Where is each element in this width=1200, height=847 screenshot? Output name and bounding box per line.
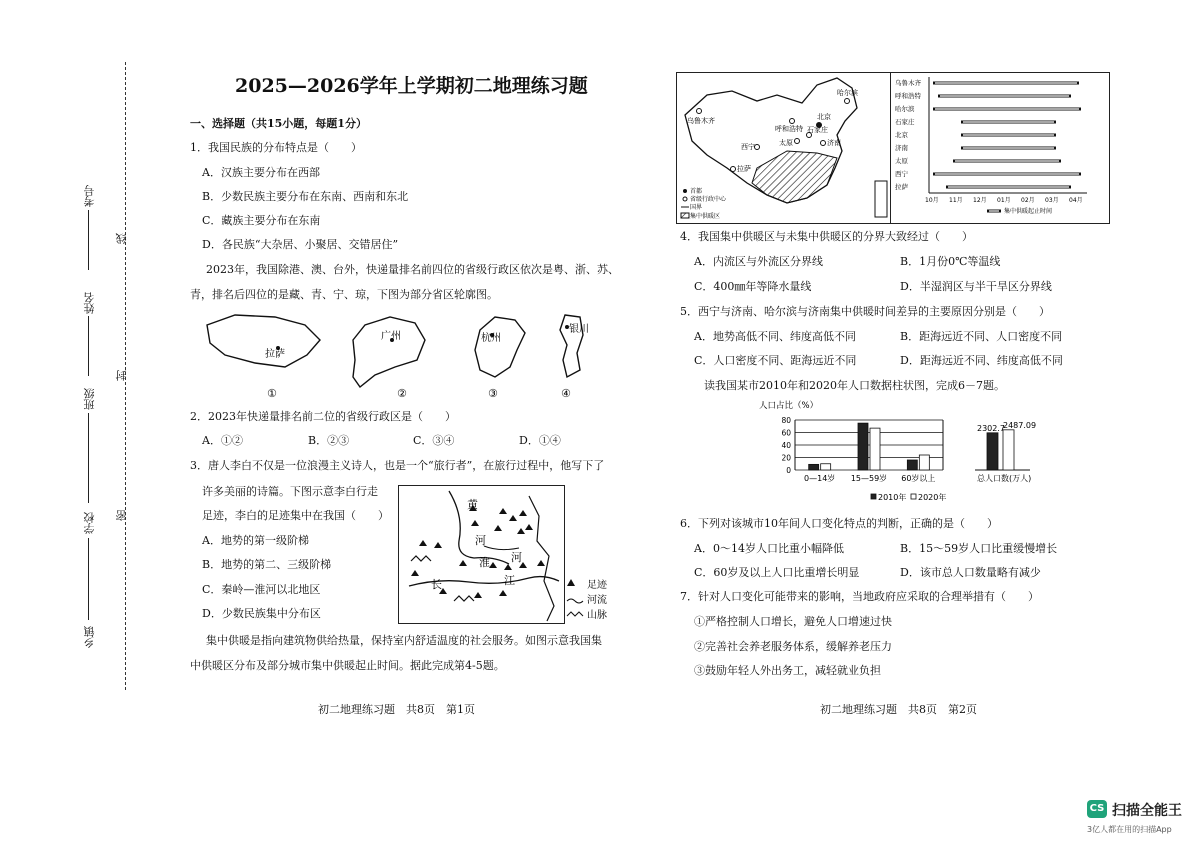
seal-char-secret: 密 xyxy=(115,510,128,521)
label-jiang: 江 xyxy=(504,574,515,587)
binding-blank xyxy=(88,210,89,270)
q3-option-a: A．地势的第一级阶梯 xyxy=(202,534,309,547)
q1-option-a: A．汉族主要分布在西部 xyxy=(202,166,320,179)
camscanner-tagline: 3亿人都在用的扫描App xyxy=(1087,825,1172,834)
zhejiang-outline xyxy=(475,317,525,377)
q4-option-d: D．半湿润区与半干旱区分界线 xyxy=(900,280,1052,293)
legend-swatch xyxy=(911,494,916,499)
hc-month: 02月 xyxy=(1021,197,1035,204)
q5-stem: 5．西宁与济南、哈尔滨与济南集中供暖时间差异的主要原因分别是（ ） xyxy=(680,305,1050,318)
q3-stem-line3: 足迹，李白的足迹集中在我国（ ） xyxy=(202,509,389,522)
y-tick-label: 60 xyxy=(781,428,791,438)
bar-2020年 xyxy=(821,464,831,470)
q4-option-b: B．1月份0℃等温线 xyxy=(900,255,1001,268)
q7-item-2: ②完善社会养老服务体系，缓解养老压力 xyxy=(694,640,892,653)
map-city-beijing: 北京 xyxy=(817,113,831,121)
y-tick-label: 40 xyxy=(781,441,791,450)
map-city-hohhot: 呼和浩特 xyxy=(775,125,803,133)
total-bar-2020年 xyxy=(1003,430,1014,470)
tibet-outline xyxy=(207,315,320,367)
x-tick-label: 0—14岁 xyxy=(804,474,836,483)
total-value-label: 2487.09 xyxy=(1003,420,1037,430)
china-heating-map xyxy=(676,72,892,224)
label-chang: 长 xyxy=(431,578,442,591)
map-city-harbin: 哈尔滨 xyxy=(837,89,858,97)
q4-stem: 4．我国集中供暖区与未集中供暖区的分界大致经过（ ） xyxy=(680,230,973,243)
q2-option-a: A．①② xyxy=(202,434,243,447)
y-tick-label: 20 xyxy=(781,453,791,463)
city-yinchuan: 银川 xyxy=(569,324,589,335)
q2-option-b: B．②③ xyxy=(308,434,350,447)
libai-map-legend xyxy=(565,576,615,624)
y-axis-label: 人口占比（%） xyxy=(759,401,819,411)
hc-legend: 集中供暖起止时间 xyxy=(1004,208,1053,215)
legend-border: 国界 xyxy=(690,204,703,211)
hc-city: 北京 xyxy=(895,131,908,139)
label-huai: 淮 xyxy=(479,556,490,569)
q6-option-c: C．60岁及以上人口比重增长明显 xyxy=(694,566,860,579)
x-tick-label: 15—59岁 xyxy=(850,474,888,483)
exam-title: 2025—2026学年上学期初二地理练习题 xyxy=(235,75,588,97)
q7-stem: 7．针对人口变化可能带来的影响，当地政府应采取的合理举措有（ ） xyxy=(680,590,1039,603)
bar-2020年 xyxy=(919,455,929,470)
label-he1: 河 xyxy=(475,534,486,547)
q7-item-1: ①严格控制人口增长，避免人口增速过快 xyxy=(694,615,892,628)
q6-option-a: A．0～14岁人口比重小幅降低 xyxy=(694,542,844,555)
legend-capital: 首都 xyxy=(690,188,703,195)
libai-footprint-map xyxy=(398,485,565,624)
q3-option-b: B．地势的第二、三级阶梯 xyxy=(202,558,332,571)
map-city-lasa: 拉萨 xyxy=(737,165,751,173)
bar-2020年 xyxy=(870,428,880,470)
intro-express-line1: 2023年，我国除港、澳、台外，快递量排名前四位的省级行政区依次是粤、浙、苏、 xyxy=(206,263,619,276)
hc-city: 济南 xyxy=(895,144,908,152)
bar-2010年 xyxy=(907,460,917,470)
map-city-jinan: 济南 xyxy=(827,139,841,147)
legend-footprint: 足迹 xyxy=(587,580,607,591)
intro-heating-line1: 集中供暖是指向建筑物供给热量，保持室内舒适温度的社会服务。如图示意我国集 xyxy=(206,634,602,647)
binding-blank xyxy=(88,538,89,620)
legend-river: 河流 xyxy=(587,595,607,606)
hc-city: 石家庄 xyxy=(895,118,915,126)
q2-stem: 2．2023年快递量排名前二位的省级行政区是（ ） xyxy=(190,410,456,423)
q3-stem-line2: 许多美丽的诗篇。下图示意李白行走 xyxy=(202,485,378,498)
hc-city: 拉萨 xyxy=(895,183,908,191)
y-tick-label: 0 xyxy=(786,466,791,475)
intro-express-line2: 青，排名后四位的是藏、青、宁、琼，下图为部分省区轮廓图。 xyxy=(190,288,498,301)
q5-option-c: C．人口密度不同、距海远近不同 xyxy=(694,354,857,367)
q3-option-c: C．秦岭—淮河以北地区 xyxy=(202,583,321,596)
map-number-4: ④ xyxy=(561,387,571,400)
q6-stem: 6．下列对该城市10年间人口变化特点的判断，正确的是（ ） xyxy=(680,517,998,530)
q1-option-b: B．少数民族主要分布在东南、西南和东北 xyxy=(202,190,409,203)
legend-provincial: 省级行政中心 xyxy=(690,196,727,203)
guangdong-outline xyxy=(353,317,425,387)
q4-option-a: A．内流区与外流区分界线 xyxy=(694,255,823,268)
q1-stem: 1．我国民族的分布特点是（ ） xyxy=(190,141,362,154)
q5-option-b: B．距海远近不同、人口密度不同 xyxy=(900,330,1063,343)
binding-label-school: 学校 xyxy=(83,512,96,534)
total-axis-label: 总人口数(万人) xyxy=(977,474,1032,483)
hc-city: 西宁 xyxy=(895,170,908,178)
q5-option-d: D．距海远近不同、纬度高低不同 xyxy=(900,354,1063,367)
city-hangzhou: 杭州 xyxy=(481,333,501,344)
page2-footer: 初二地理练习题 共8页 第2页 xyxy=(820,703,977,716)
hc-city: 乌鲁木齐 xyxy=(895,79,921,87)
hc-city: 哈尔滨 xyxy=(895,105,915,113)
map-city-shijiazhuang: 石家庄 xyxy=(807,126,828,134)
total-bar-2010年 xyxy=(987,433,998,470)
q5-option-a: A．地势高低不同、纬度高低不同 xyxy=(694,330,856,343)
q3-stem-line1: 3．唐人李白不仅是一位浪漫主义诗人，也是一个“旅行者”，在旅行过程中，他写下了 xyxy=(190,459,605,472)
hc-month: 03月 xyxy=(1045,197,1059,204)
binding-blank xyxy=(88,316,89,376)
legend-swatch xyxy=(871,494,876,499)
hc-city: 太原 xyxy=(895,157,908,165)
q3-option-d: D．少数民族集中分布区 xyxy=(202,607,321,620)
camscanner-name: 扫描全能王 xyxy=(1112,803,1182,819)
q6-option-b: B．15～59岁人口比重缓慢增长 xyxy=(900,542,1058,555)
q6-option-d: D．该市总人口数量略有减少 xyxy=(900,566,1041,579)
q1-option-c: C．藏族主要分布在东南 xyxy=(202,214,321,227)
province-outline-maps xyxy=(195,305,615,400)
binding-label-class: 班级 xyxy=(83,388,96,410)
heating-period-chart xyxy=(890,72,1110,224)
label-he2: 河 xyxy=(511,551,522,564)
non-heating-area xyxy=(752,151,837,203)
camscanner-logo: CS xyxy=(1087,800,1107,818)
binding-blank xyxy=(88,413,89,503)
intro-heating-line2: 中供暖区分布及部分城市集中供暖起止时间。据此完成第4-5题。 xyxy=(190,659,505,672)
map-number-3: ③ xyxy=(488,387,498,400)
legend-label: 2010年 xyxy=(878,493,907,502)
seal-char-seal: 封 xyxy=(115,370,128,381)
map-city-urumqi: 乌鲁木齐 xyxy=(687,117,715,125)
population-bar-chart xyxy=(755,398,1085,508)
label-huang: 黄 xyxy=(467,498,478,511)
legend-heating-area: 集中供暖区 xyxy=(690,213,721,220)
legend-mountain: 山脉 xyxy=(587,610,607,621)
city-guangzhou: 广州 xyxy=(381,331,401,342)
intro-population: 读我国某市2010年和2020年人口数据柱状图，完成6－7题。 xyxy=(704,379,1005,392)
bar-2010年 xyxy=(809,464,819,470)
hc-month: 12月 xyxy=(973,197,987,204)
q7-item-3: ③鼓励年轻人外出务工，减轻就业负担 xyxy=(694,664,881,677)
hc-month: 11月 xyxy=(949,197,963,204)
hc-month: 04月 xyxy=(1069,197,1083,204)
seal-char-line: 线 xyxy=(115,233,128,244)
section-heading: 一、选择题（共15小题，每题1分） xyxy=(190,117,367,130)
legend-label: 2020年 xyxy=(918,493,947,502)
x-tick-label: 60岁以上 xyxy=(901,474,936,483)
q4-option-c: C．400㎜年等降水量线 xyxy=(694,280,812,293)
page1-footer: 初二地理练习题 共8页 第1页 xyxy=(318,703,475,716)
map-city-taiyuan: 太原 xyxy=(779,139,793,147)
y-tick-label: 80 xyxy=(781,416,791,425)
hc-month: 01月 xyxy=(997,197,1011,204)
binding-label-exam-no: 考号 xyxy=(83,185,96,207)
q2-option-c: C．③④ xyxy=(413,434,455,447)
binding-label-town: 乡镇 xyxy=(83,626,96,648)
total-value-label: 2302.7 xyxy=(977,423,1005,433)
bar-2010年 xyxy=(858,423,868,470)
city-lasa: 拉萨 xyxy=(265,349,285,360)
map-number-1: ① xyxy=(267,387,277,400)
hc-city: 呼和浩特 xyxy=(895,92,921,100)
map-city-xining: 西宁 xyxy=(741,143,755,151)
q2-option-d: D．①④ xyxy=(519,434,561,447)
map-number-2: ② xyxy=(397,387,407,400)
hc-month: 10月 xyxy=(925,197,939,204)
q1-option-d: D．各民族“大杂居、小聚居、交错居住” xyxy=(202,238,399,251)
binding-label-name: 姓名 xyxy=(83,292,96,314)
